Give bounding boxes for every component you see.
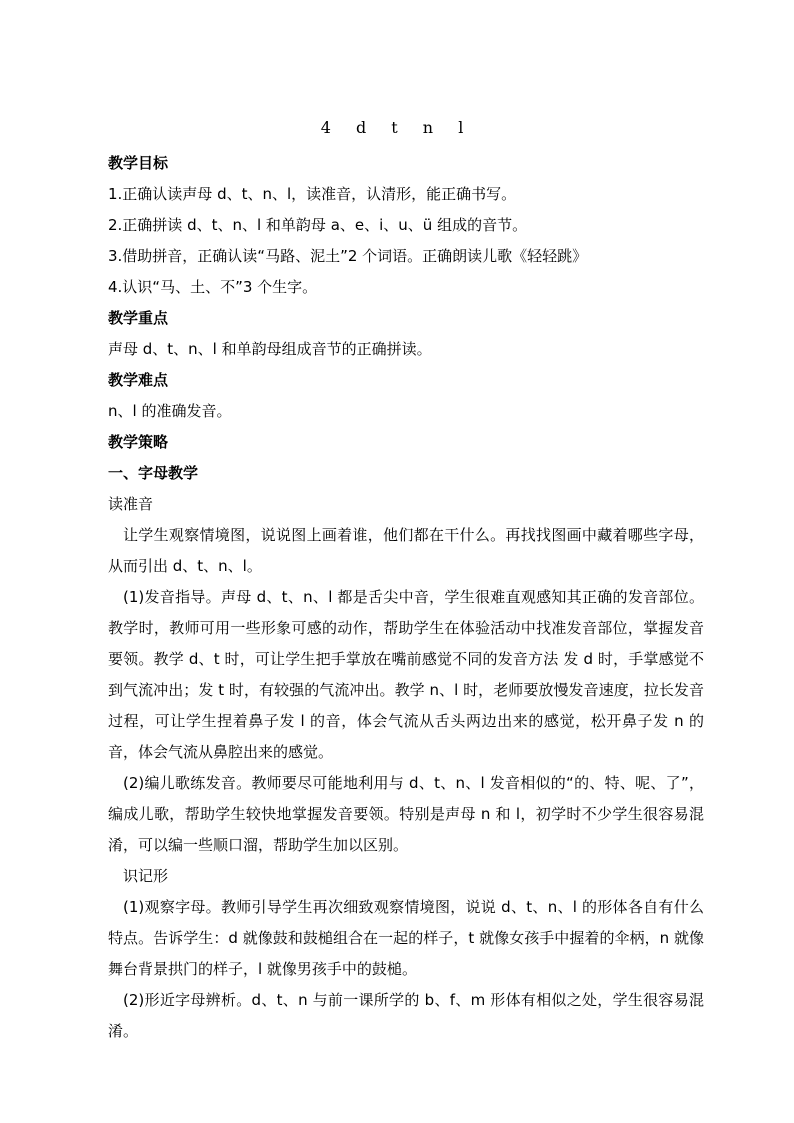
goal-item: 2.正确拼读 d、t、n、l 和单韵母 a、e、i、u、ü 组成的音节。 — [108, 216, 528, 234]
part-heading: 一、字母教学 — [108, 464, 199, 482]
paragraph: (2)编儿歌练发音。教师要尽可能地利用与 d、t、n、l 发音相似的“的、特、呢、了”，编成儿歌，帮助学生较快地掌握发音要领。特别是声母 n 和 l，初学时不少学生很容易混淆，可以编一些顺口溜，帮助学生加以区别。 — [108, 774, 704, 854]
difficulty-text: n、l 的准确发音。 — [108, 402, 232, 420]
subsection-heading: 识记形 — [123, 867, 169, 885]
subsection-heading: 读准音 — [108, 495, 154, 513]
goals-heading: 教学目标 — [108, 154, 169, 172]
strategy-heading: 教学策略 — [108, 433, 169, 451]
goal-item: 4.认识“马、土、不”3 个生字。 — [108, 278, 318, 296]
goal-item: 3.借助拼音，正确认读“马路、泥土”2 个词语。正确朗读儿歌《轻轻跳》 — [108, 247, 588, 265]
lesson-content — [108, 148, 708, 1047]
key-points-heading: 教学重点 — [108, 309, 169, 327]
lesson-title: 4 d t n l — [320, 118, 474, 137]
key-points-text: 声母 d、t、n、l 和单韵母组成音节的正确拼读。 — [108, 340, 432, 358]
difficulty-heading: 教学难点 — [108, 371, 169, 389]
paragraph: (1)发音指导。声母 d、t、n、l 都是舌尖中音，学生很难直观感知其正确的发音部位。教学时，教师可用一些形象可感的动作，帮助学生在体验活动中找准发音部位，掌握发音要领。教学 d、t 时，可让学生把手掌放在嘴前感觉不同的发音方法 发 d 时，手掌感觉不到气流冲出；发 t 时，有较强的气流冲出。教学 n、l 时，老师要放慢发音速度，拉长发音过程，可让学生捏着鼻子发 l 的音，体会气流从舌头两边出来的感觉，松开鼻子发 n 的音，体会气流从鼻腔出来的感觉。 — [108, 588, 704, 761]
goal-item: 1.正确认读声母 d、t、n、l，读准音，认清形，能正确书写。 — [108, 185, 517, 203]
paragraph: (1)观察字母。教师引导学生再次细致观察情境图，说说 d、t、n、l 的形体各自有什么特点。告诉学生：d 就像鼓和鼓槌组合在一起的样子，t 就像女孩手中握着的伞柄，n 就像舞台背景拱门的样子，l 就像男孩手中的鼓槌。 — [108, 898, 704, 978]
paragraph: 让学生观察情境图，说说图上画着谁，他们都在干什么。再找找图画中藏着哪些字母，从而引出 d、t、n、l。 — [108, 526, 704, 575]
paragraph: (2)形近字母辨析。d、t、n 与前一课所学的 b、f、m 形体有相似之处，学生很容易混淆。 — [108, 991, 704, 1040]
